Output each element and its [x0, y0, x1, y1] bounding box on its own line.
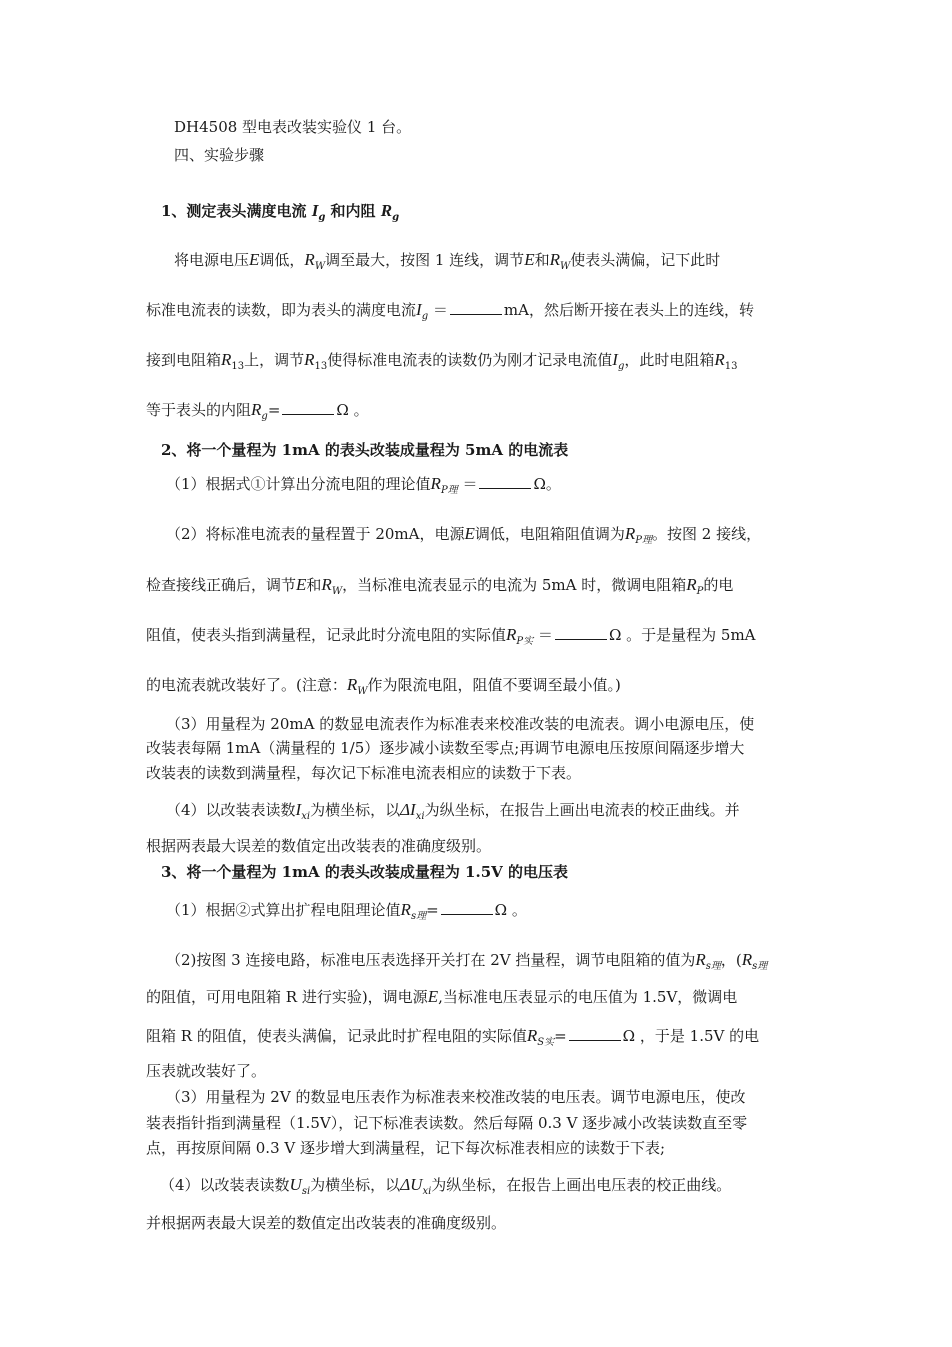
step-3-item-1: （1）根据②式算出扩程电阻理论值$R_{s理}= \Omega$ 。	[166, 900, 527, 922]
step-3-item-2-line-2: 的阻值，可用电阻箱 R 进行实验)，调电源E,当标准电压表显示的电压值为 1.5V，微调电	[146, 987, 738, 1006]
step-3-item-3-line-2: 装表指针指到满量程（1.5V），记下标准表读数。然后每隔 0.3 V 逐步减小改装读数直至零	[146, 1114, 748, 1132]
step-2-item-3-line-1: （3）用量程为 20mA 的数显电流表作为标准表来校准改装的电流表。调小电源电压，使	[166, 715, 755, 733]
step-2-item-2-line-3: 阻值，使表头指到满量程，记录此时分流电阻的实际值$R_{P实} = \Omega$ 。于是量程为 5mA	[146, 625, 756, 647]
section-heading-steps: 四、实验步骤	[174, 146, 265, 164]
step-1-paragraph-line-2: 标准电流表的读数，即为表头的满度电流$I_g$ ＝ mA，然后断开接在表头上的连线，转	[146, 300, 754, 322]
step-1-heading: 1、测定表头满度电流 $I_g$ 和内阻 $R_g$	[161, 201, 400, 223]
step-3-item-4-line-1: （4）以改装表读数$U_{si}$为横坐标，以$\Delta U_{xi}$为纵坐标，在报告上画出电压表的校正曲线。	[160, 1175, 732, 1197]
step-2-item-1: （1）根据式①计算出分流电阻的理论值$R_{P理} = \Omega$。	[166, 474, 561, 496]
step-2-item-3-line-3: 改装表的读数到满量程，每次记下标准电流表相应的读数于下表。	[146, 764, 582, 782]
step-3-item-2-line-3: 阻箱 R 的阻值，使表头满偏，记录此时扩程电阻的实际值$R_{S实}= \Omega$ ，于是 1.5V 的电	[146, 1026, 760, 1048]
step-2-item-2-line-2: 检查接线正确后，调节E和$R_W$，当标准电流表显示的电流为 5mA 时，微调电阻箱$R_P$的电	[146, 575, 734, 597]
blank-rs-actual	[569, 1026, 621, 1041]
blank-rp-actual	[555, 625, 607, 640]
step-3-item-4-line-2: 并根据两表最大误差的数值定出改装表的准确度级别。	[146, 1214, 507, 1232]
step-2-item-3-line-2: 改装表每隔 1mA（满量程的 1/5）逐步减小读数至零点;再调节电源电压按原间隔逐步增大	[146, 739, 745, 757]
step-3-heading: 3、将一个量程为 1mA 的表头改装成量程为 1.5V 的电压表	[161, 863, 569, 881]
step-3-item-2-line-1: （2)按图 3 连接电路，标准电压表选择开关打在 2V 挡量程，调节电阻箱的值为$R_{s理}$，($R_{s理}$	[166, 950, 768, 972]
blank-rp-theory	[479, 474, 531, 489]
blank-rg	[282, 400, 334, 415]
step-2-item-4-line-1: （4）以改装表读数$I_{xi}$为横坐标，以$\Delta I_{xi}$为纵坐标，在报告上画出电流表的校正曲线。并	[166, 800, 740, 822]
step-1-paragraph-line-3: 接到电阻箱$R_{13}$上，调节$R_{13}$使得标准电流表的读数仍为刚才记录电流值$I_g$，此时电阻箱$R_{13}$	[146, 350, 738, 372]
step-3-item-3-line-3: 点，再按原间隔 0.3 V 逐步增大到满量程，记下每次标准表相应的读数于下表;	[146, 1139, 666, 1157]
step-2-item-4-line-2: 根据两表最大误差的数值定出改装表的准确度级别。	[146, 837, 492, 855]
step-3-item-3-line-1: （3）用量程为 2V 的数显电压表作为标准表来校准改装的电压表。调节电源电压，使改	[166, 1088, 746, 1106]
step-1-paragraph-line-1: 将电源电压E调低，$R_W$调至最大，按图 1 连线，调节E和$R_W$使表头满偏，记下此时	[174, 250, 721, 272]
step-2-item-2-line-4: 的电流表就改装好了。(注意：$R_W$作为限流电阻，阻值不要调至最小值。)	[146, 675, 621, 697]
blank-rs-theory	[441, 900, 493, 915]
step-2-heading: 2、将一个量程为 1mA 的表头改装成量程为 5mA 的电流表	[161, 441, 569, 459]
blank-ig	[450, 300, 502, 315]
step-1-paragraph-line-4: 等于表头的内阻$R_g= \Omega$ 。	[146, 400, 369, 422]
step-3-item-2-line-4: 压表就改装好了。	[146, 1062, 267, 1080]
step-2-item-2-line-1: （2）将标准电流表的量程置于 20mA，电源E调低，电阻箱阻值调为$R_{P理}$。按图 2 接线，	[166, 524, 762, 546]
equipment-line: DH4508 型电表改装实验仪 1 台。	[174, 118, 412, 136]
